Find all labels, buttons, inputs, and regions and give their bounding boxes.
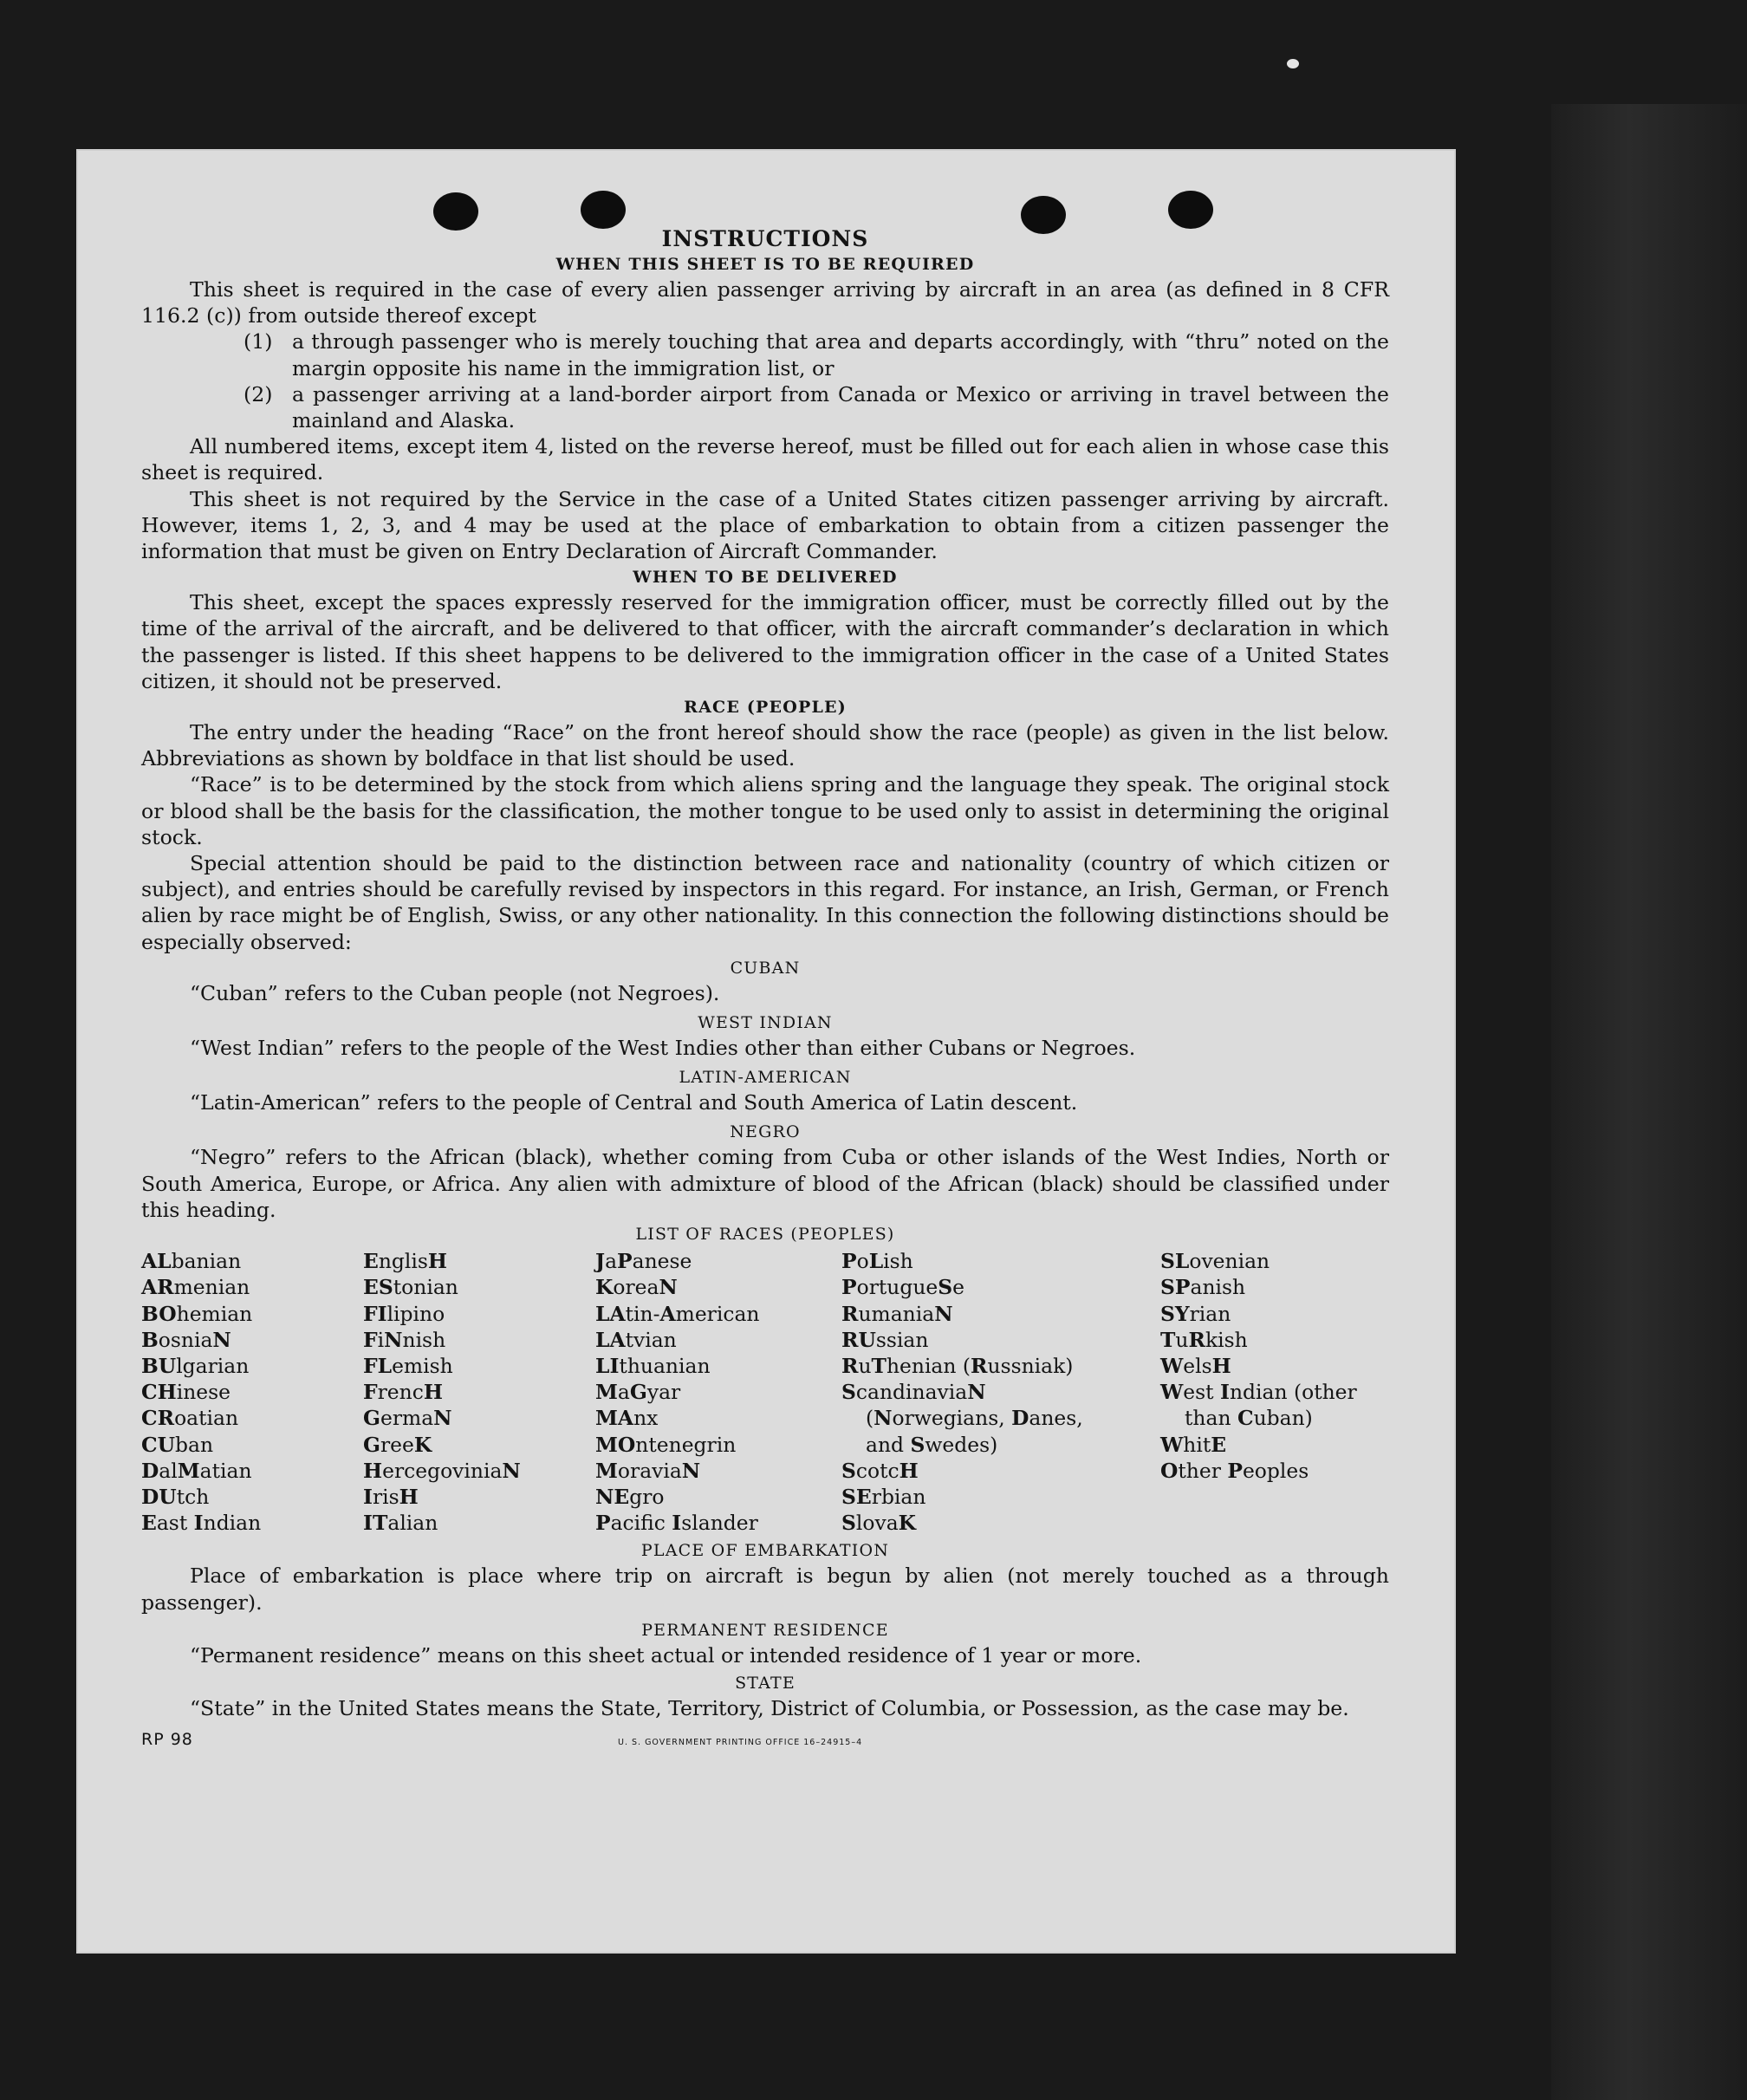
form-code: RP 98 — [141, 1730, 193, 1750]
delivered-paragraph: This sheet, except the spaces expressly reserved for the immigration officer, must be correctly filled out by the time of the arrival of the aircraft, and be delivered to that officer, with the aircraft commander’s declaration in which the passenger is listed. If this sheet happens to be delivered to the immigration officer in the case of a United States citizen, it should not be preserved. — [141, 590, 1389, 693]
races-column — [595, 1248, 841, 1536]
item-text: a through passenger who is merely touching that area and departs accordingly, with “thru” noted on the margin opposite his name in the immigration list, or — [292, 329, 1389, 380]
race-entry: RumaniaN — [841, 1301, 953, 1326]
race-entry: DalMatian — [141, 1458, 252, 1483]
race-entry: LAtvian — [595, 1327, 677, 1352]
definition-text: “Negro” refers to the African (black), whether coming from Cuba or other islands of the West Indies, North or South America, Europe, or Africa. Any alien with admixture of blood of the African (black) should be classified under this heading. — [141, 1145, 1389, 1222]
race-entry: WelsH — [1160, 1353, 1231, 1378]
definition-text: “Latin-American” refers to the people of Central and South America of Latin descent. — [190, 1090, 1078, 1115]
race-entry: FrencH — [363, 1380, 443, 1405]
required-paragraph: All numbered items, except item 4, listed on the reverse hereof, must be filled out for each alien in whose case this sheet is required. — [141, 434, 1389, 485]
background-shadow — [1551, 104, 1747, 2100]
race-entry: SYrian — [1160, 1301, 1231, 1326]
races-column — [363, 1248, 595, 1536]
race-entry: SlovaK — [841, 1511, 916, 1536]
footer — [141, 1726, 1389, 1761]
race-entry: Other Peoples — [1160, 1458, 1309, 1483]
section-heading-embarkation: PLACE OF EMBARKATION — [640, 1541, 890, 1561]
race-entry: SPanish — [1160, 1275, 1246, 1300]
races-list-heading: LIST OF RACES (PEOPLES) — [635, 1225, 895, 1245]
exception-item — [244, 381, 1389, 433]
race-entry: ARmenian — [141, 1275, 250, 1300]
race-entry: IrisH — [363, 1484, 419, 1509]
race-entry: BOhemian — [141, 1301, 253, 1326]
race-entry: ScotcH — [841, 1458, 919, 1483]
race-entry: FiNnish — [363, 1327, 446, 1352]
page-title: INSTRUCTIONS — [661, 226, 869, 251]
race-entry: MaGyar — [595, 1380, 681, 1405]
item-number: (2) — [244, 381, 273, 406]
section-heading-required: WHEN THIS SHEET IS TO BE REQUIRED — [555, 255, 975, 274]
race-entry: GermaN — [363, 1406, 452, 1431]
race-entry: RuThenian (Russniak) — [841, 1353, 1074, 1378]
race-entry: PoLish — [841, 1249, 913, 1274]
race-entry: RUssian — [841, 1327, 929, 1352]
race-entry: LIthuanian — [595, 1353, 711, 1378]
race-entry: CRoatian — [141, 1406, 239, 1431]
race-entry: FIlipino — [363, 1301, 445, 1326]
race-entry: BosniaN — [141, 1327, 231, 1352]
definition-heading: CUBAN — [730, 958, 801, 978]
race-entry: KoreaN — [595, 1275, 678, 1300]
race-entry: East Indian — [141, 1511, 262, 1536]
race-paragraph: “Race” is to be determined by the stock from which aliens spring and the language they speak. The original stock or blood shall be the basis for the classification, the mother tongue to be used only to assist in determining the original stock. — [141, 772, 1389, 849]
race-entry: LAtin-American — [595, 1301, 760, 1326]
race-entry: West Indian (other than Cuban) — [1160, 1380, 1357, 1431]
exception-item — [244, 328, 1389, 380]
race-entry: EStonian — [363, 1275, 458, 1300]
race-entry: EnglisH — [363, 1249, 447, 1274]
race-entry: SLovenian — [1160, 1249, 1270, 1274]
race-entry: MoraviaN — [595, 1458, 701, 1483]
race-paragraph: The entry under the heading “Race” on the front hereof should show the race (people) as given in the list below. Abbreviations as shown by boldface in that list should be used. — [141, 720, 1389, 771]
required-intro: This sheet is required in the case of every alien passenger arriving by aircraft in an area (as defined in 8 CFR 116.2 (c)) from outside thereof except — [141, 277, 1389, 328]
race-entry: GreeK — [363, 1432, 432, 1457]
section-heading-state: STATE — [735, 1673, 796, 1693]
race-entry: CUban — [141, 1432, 214, 1457]
embarkation-text: Place of embarkation is place where trip on aircraft is begun by alien (not merely touched as a through passenger). — [141, 1564, 1389, 1615]
section-heading-delivered: WHEN TO BE DELIVERED — [633, 568, 898, 588]
punch-hole — [1168, 191, 1213, 229]
definition-heading: NEGRO — [730, 1122, 801, 1142]
race-entry: DUtch — [141, 1484, 210, 1509]
race-paragraph: Special attention should be paid to the distinction between race and nationality (country of which citizen or subject), and entries should be carefully revised by inspectors in this regard. For instance, an Irish, German, or French alien by race might be of English, Swiss, or any other nationality. In this connection the following distinctions should be especially observed: — [141, 851, 1389, 954]
race-entry: PortugueSe — [841, 1275, 965, 1300]
race-entry: MAnx — [595, 1406, 659, 1431]
definition-text: “West Indian” refers to the people of the West Indies other than either Cubans or Negroes. — [190, 1036, 1136, 1061]
race-entry: BUlgarian — [141, 1353, 250, 1378]
section-heading-residence: PERMANENT RESIDENCE — [641, 1620, 889, 1640]
race-entry: ITalian — [363, 1511, 438, 1536]
race-entry: MOntenegrin — [595, 1432, 737, 1457]
race-entry: JaPanese — [595, 1249, 692, 1274]
races-column — [841, 1248, 1091, 1536]
definition-heading: LATIN-AMERICAN — [679, 1068, 852, 1088]
race-entry: ScandinaviaN (Norwegians, Danes, and Swedes) — [841, 1380, 1083, 1457]
race-entry: NEgro — [595, 1484, 665, 1509]
instruction-sheet — [76, 149, 1456, 1954]
section-heading-race: RACE (PEOPLE) — [684, 698, 847, 718]
races-list — [141, 1248, 1389, 1536]
race-entry: Pacifc Islander — [595, 1511, 758, 1536]
residence-text: “Permanent residence” means on this sheet actual or intended residence of 1 year or more. — [190, 1642, 1142, 1668]
race-entry: FLemish — [363, 1353, 453, 1378]
races-column — [1160, 1248, 1377, 1536]
race-entry: HercegoviniaN — [363, 1458, 521, 1483]
race-entry: WhitE — [1160, 1432, 1227, 1457]
printer-imprint: U. S. GOVERNMENT PRINTING OFFICE 16–24915–4 — [618, 1738, 863, 1748]
item-number: (1) — [244, 329, 273, 354]
item-text: a passenger arriving at a land-border airport from Canada or Mexico or arriving in travel between the mainland and Alaska. — [292, 381, 1389, 433]
race-entry: TuRkish — [1160, 1327, 1248, 1352]
race-entry: CHinese — [141, 1380, 231, 1405]
state-text: “State” in the United States means the State, Territory, District of Columbia, or Possession, as the case may be. — [190, 1695, 1349, 1720]
sheet-content — [141, 225, 1389, 1761]
dust-speck — [1287, 59, 1299, 68]
required-paragraph: This sheet is not required by the Service in the case of a United States citizen passenger arriving by aircraft. However, items 1, 2, 3, and 4 may be used at the place of embarkation to obtain from a citizen passenger the information that must be given on Entry Declaration of Aircraft Commander. — [141, 486, 1389, 564]
races-column — [141, 1248, 363, 1536]
punch-hole — [581, 191, 626, 229]
race-entry: SErbian — [841, 1484, 926, 1509]
definition-text: “Cuban” refers to the Cuban people (not Negroes). — [190, 980, 720, 1005]
race-entry: ALbanian — [141, 1249, 242, 1274]
definition-heading: WEST INDIAN — [698, 1013, 833, 1033]
